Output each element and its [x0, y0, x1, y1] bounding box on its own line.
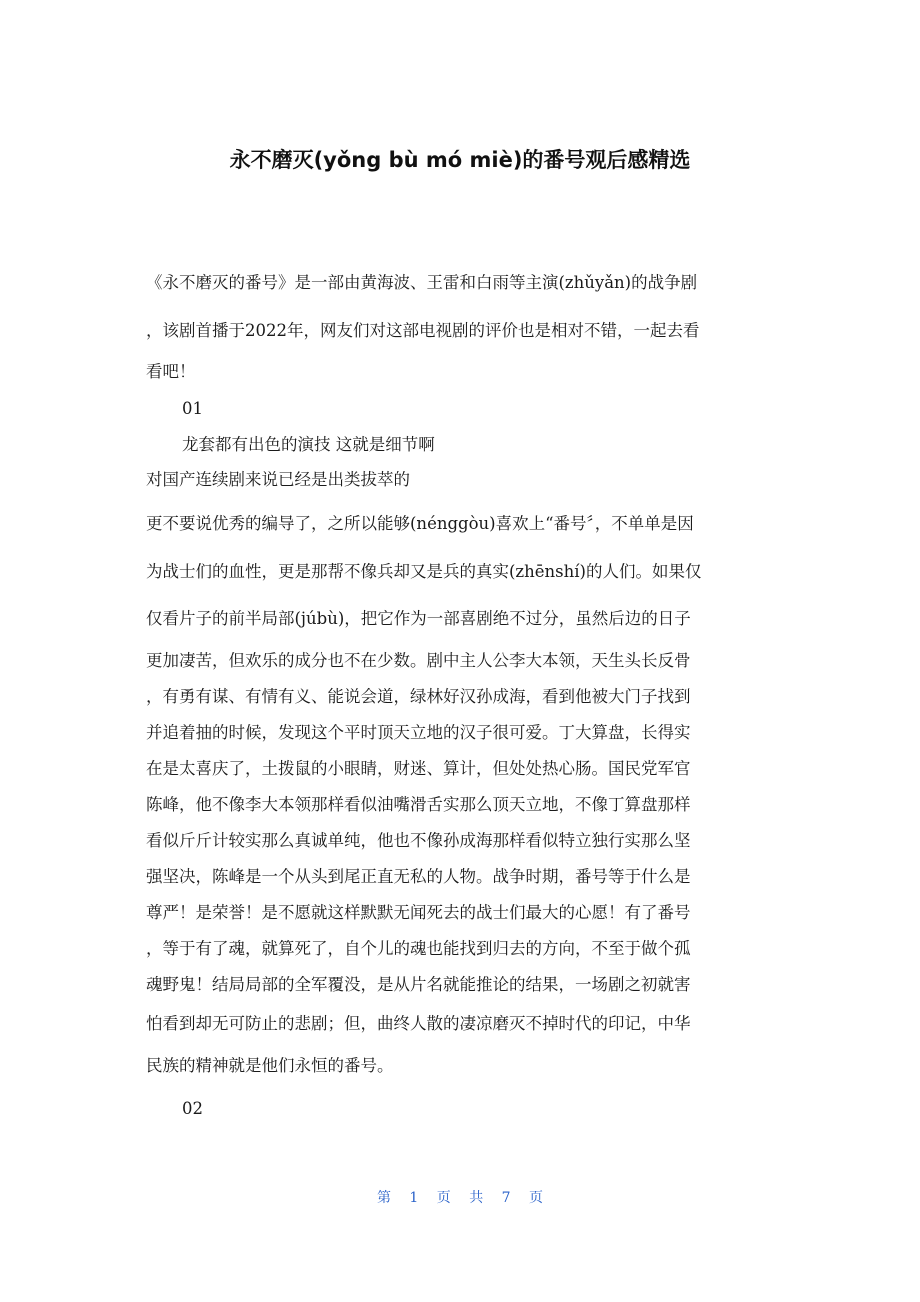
body-line-21: 民族的精神就是他们永恒的番号。 [146, 1056, 394, 1075]
section-number-02: 02 [182, 1099, 203, 1118]
body-line-7: 更不要说优秀的编导了，之所以能够(nénggòu)喜欢上“番号〞，不单单是因 [146, 514, 694, 533]
body-line-17: 尊严！是荣誉！是不愿就这样默默无闻死去的战士们最大的心愿！有了番号 [146, 903, 691, 922]
body-line-8: 为战士们的血性，更是那帮不像兵却又是兵的真实(zhēnshí)的人们。如果仅 [146, 562, 702, 581]
page-title: 永不磨灭(yǒng bù mó miè)的番号观后感精选 [229, 148, 691, 172]
body-line-19: 魂野鬼！结局局部的全军覆没，是从片名就能推论的结果，一场剧之初就害 [146, 975, 691, 994]
body-line-13: 在是太喜庆了，土拨鼠的小眼睛，财迷、算计，但处处热心肠。国民党军官 [146, 759, 691, 778]
body-line-2: ，该剧首播于2022年，网友们对这部电视剧的评价也是相对不错，一起去看 [146, 321, 700, 340]
page-footer: 第 1 页 共 7 页 [376, 1190, 544, 1206]
section-number-01: 01 [182, 399, 203, 418]
body-line-18: ，等于有了魂，就算死了，自个儿的魂也能找到归去的方向，不至于做个孤 [146, 939, 691, 958]
body-line-20: 怕看到却无可防止的悲剧；但，曲终人散的凄凉磨灭不掉时代的印记，中华 [146, 1014, 691, 1033]
body-line-10: 更加凄苦，但欢乐的成分也不在少数。剧中主人公李大本领，天生头长反骨 [146, 651, 691, 670]
body-line-12: 并追着抽的时候，发现这个平时顶天立地的汉子很可爱。丁大算盘，长得实 [146, 723, 691, 742]
body-line-1: 《永不磨灭的番号》是一部由黄海波、王雷和白雨等主演(zhǔyǎn)的战争剧 [146, 273, 698, 292]
body-line-6: 对国产连续剧来说已经是出类拔萃的 [146, 470, 410, 489]
body-line-3: 看吧！ [146, 362, 196, 381]
body-line-9: 仅看片子的前半局部(júbù)，把它作为一部喜剧绝不过分，虽然后边的日子 [146, 609, 691, 628]
body-line-11: ，有勇有谋、有情有义、能说会道，绿林好汉孙成海，看到他被大门子找到 [146, 687, 691, 706]
body-line-14: 陈峰，他不像李大本领那样看似油嘴滑舌实那么顶天立地，不像丁算盘那样 [146, 795, 691, 814]
body-line-16: 强坚决，陈峰是一个从头到尾正直无私的人物。战争时期，番号等于什么是 [146, 867, 691, 886]
body-line-5: 龙套都有出色的演技 这就是细节啊 [182, 435, 435, 454]
body-line-15: 看似斤斤计较实那么真诚单纯，他也不像孙成海那样看似特立独行实那么坚 [146, 831, 691, 850]
